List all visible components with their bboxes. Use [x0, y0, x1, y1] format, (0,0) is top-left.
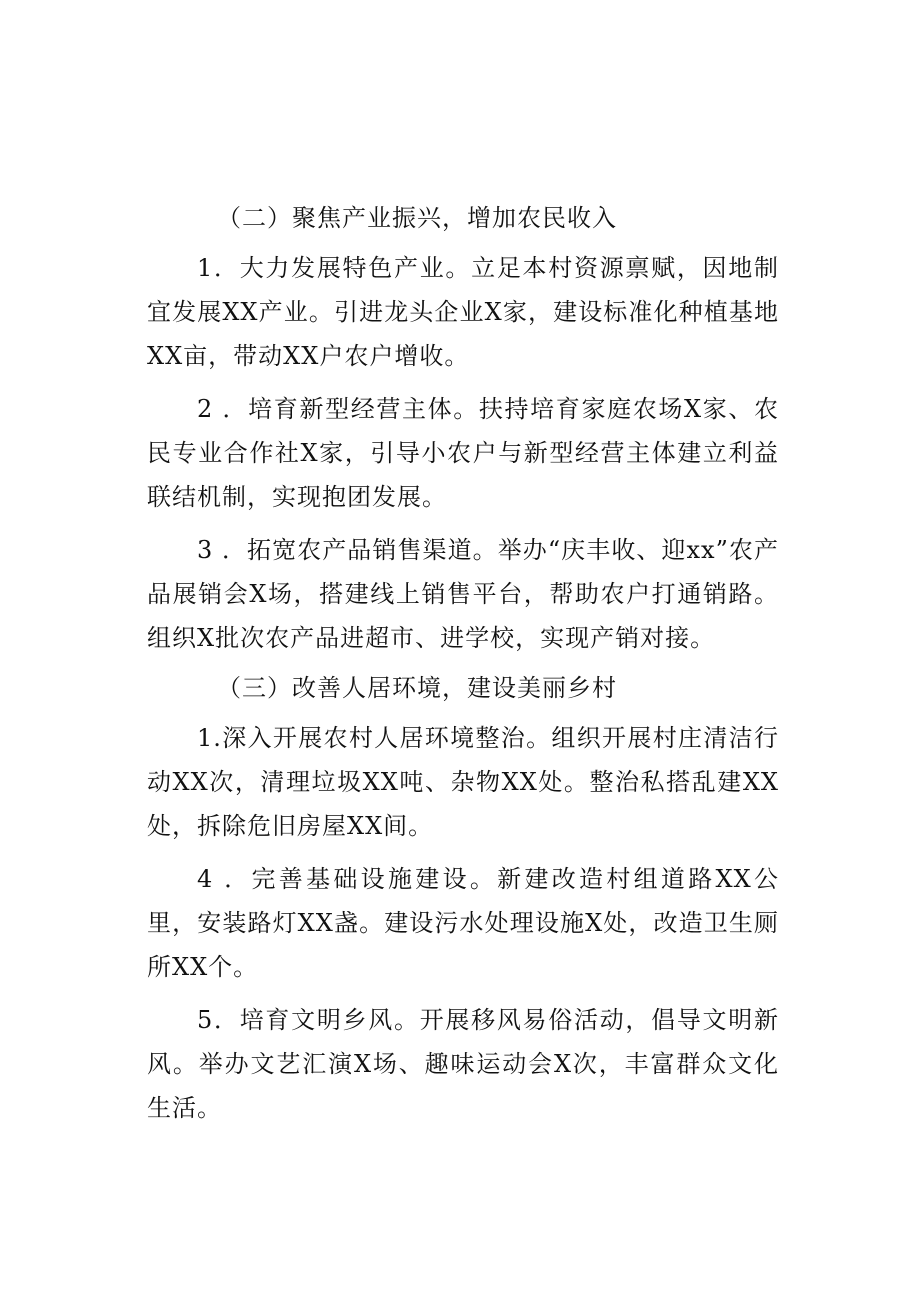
document-body — [147, 196, 779, 1130]
section-three-item-4: 4 ．完善基础设施建设。新建改造村组道路XX公里，安装路灯XX盏。建设污水处理设施X处，改造卫生厕所XX个。 — [147, 865, 779, 981]
section-three-item-1: 1.深入开展农村人居环境整治。组织开展村庄清洁行动XX次，清理垃圾XX吨、杂物XX处。整治私搭乱建XX处，拆除危旧房屋XX间。 — [147, 724, 779, 840]
section-two-item-2: 2 ．培育新型经营主体。扶持培育家庭农场X家、农民专业合作社X家，引导小农户与新型经营主体建立利益联结机制，实现抱团发展。 — [147, 395, 779, 511]
section-three-heading: （三）改善人居环境，建设美丽乡村 — [217, 674, 617, 702]
section-three-item-5: 5．培育文明乡风。开展移风易俗活动，倡导文明新风。举办文艺汇演X场、趣味运动会X次，丰富群众文化生活。 — [147, 1006, 779, 1122]
section-two-item-1: 1．大力发展特色产业。立足本村资源禀赋，因地制宜发展XX产业。引进龙头企业X家，建设标准化种植基地XX亩，带动XX户农户增收。 — [147, 254, 779, 370]
section-two-item-3: 3 ．拓宽农产品销售渠道。举办“庆丰收、迎xx”农产品展销会X场，搭建线上销售平台，帮助农户打通销路。组织X批次农产品进超市、进学校，实现产销对接。 — [147, 536, 779, 652]
section-two-heading: （二）聚焦产业振兴，增加农民收入 — [217, 204, 617, 232]
